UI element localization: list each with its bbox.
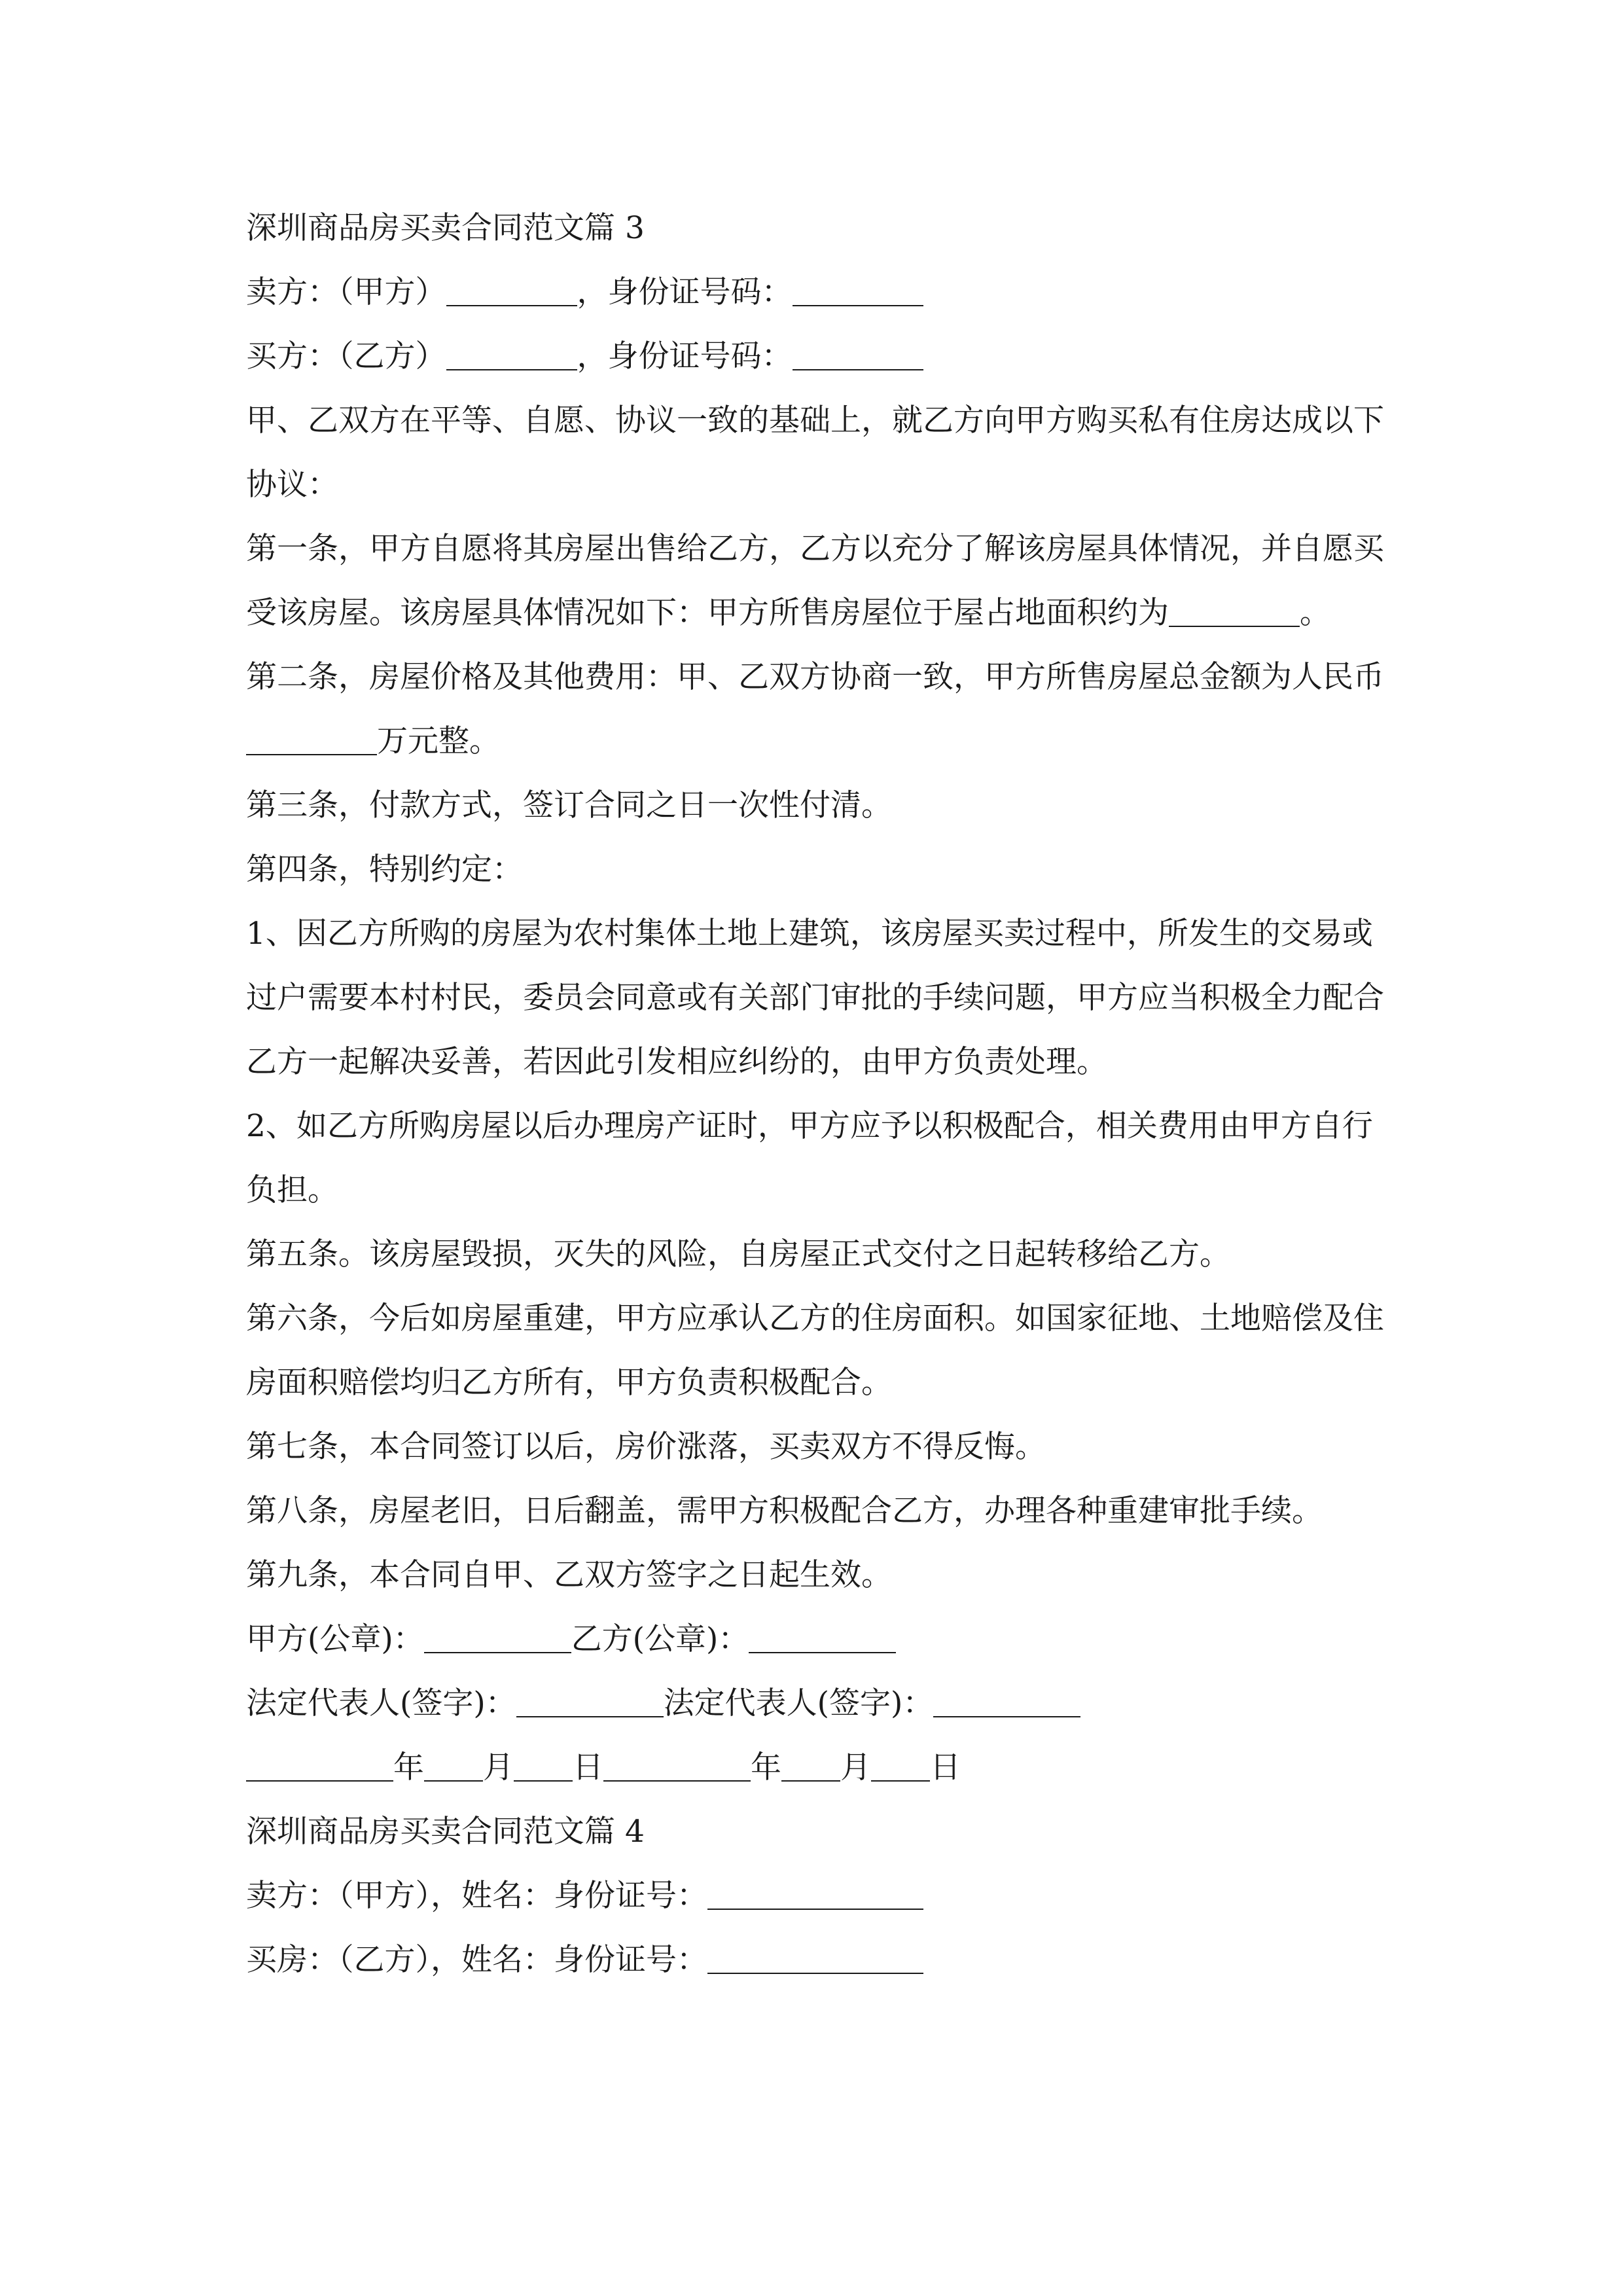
- article-2: 第二条，房屋价格及其他费用：甲、乙双方协商一致，甲方所售房屋总金额为人民币万元整。: [246, 659, 1384, 759]
- clause-2: 2、如乙方所购房屋以后办理房产证时，甲方应予以积极配合，相关费用由甲方自行负担。: [246, 1108, 1373, 1208]
- month-blank-a: [424, 1752, 483, 1781]
- representative-line: 法定代表人(签字)： 法定代表人(签字)：: [246, 1672, 1398, 1736]
- article-3: 第三条，付款方式，签订合同之日一次性付清。: [246, 787, 892, 823]
- buyer-name-blank: [446, 341, 577, 370]
- article-8: 第八条，房屋老旧，日后翻盖，需甲方积极配合乙方，办理各种重建审批手续。: [246, 1493, 1323, 1529]
- article-7: 第七条，本合同签订以后，房价涨落，买卖双方不得反悔。: [246, 1429, 1046, 1465]
- seller-name-blank: [446, 277, 577, 306]
- article-5: 第五条。该房屋毁损，灭失的风险，自房屋正式交付之日起转移给乙方。: [246, 1236, 1230, 1272]
- article-6: 第六条，今后如房屋重建，甲方应承认乙方的住房面积。如国家征地、土地赔偿及住房面积赔偿均归乙方所有，甲方负责积极配合。: [246, 1300, 1384, 1401]
- article-9: 第九条，本合同自甲、乙双方签字之日起生效。: [246, 1557, 892, 1593]
- day-blank-a: [514, 1752, 573, 1781]
- seal-line: 甲方(公章)： 乙方(公章)：: [246, 1607, 1398, 1672]
- seller-line-3: 卖方：（甲方） ，身份证号码：: [246, 260, 1398, 325]
- year-blank-b: [603, 1752, 751, 1781]
- intro-paragraph: 甲、乙双方在平等、自愿、协议一致的基础上，就乙方向甲方购买私有住房达成以下协议：: [246, 403, 1384, 503]
- month-blank-b: [781, 1752, 840, 1781]
- buyer-id-blank: [793, 341, 923, 370]
- document-body: [246, 196, 1398, 1992]
- rep-a-signature-blank: [516, 1688, 664, 1717]
- article-1: 第一条，甲方自愿将其房屋出售给乙方，乙方以充分了解该房屋具体情况，并自愿买受该房屋。该房屋具体情况如下：甲方所售房屋位于屋占地面积约为 。: [246, 531, 1384, 631]
- day-blank-b: [871, 1752, 930, 1781]
- price-blank: [246, 726, 377, 755]
- party-b-seal-blank: [749, 1624, 896, 1653]
- area-blank: [1169, 598, 1300, 626]
- party-a-seal-blank: [424, 1624, 571, 1653]
- section-heading-4: 深圳商品房买卖合同范文篇 4: [246, 1814, 645, 1850]
- seller-line-4: 卖方：（甲方），姓名：身份证号：: [246, 1864, 1398, 1928]
- seller-id-blank: [793, 277, 923, 306]
- rep-b-signature-blank: [933, 1688, 1080, 1717]
- buyer-line-4: 买房：（乙方），姓名：身份证号：: [246, 1928, 1398, 1992]
- seller-id-blank-4: [707, 1880, 923, 1909]
- year-blank-a: [246, 1752, 393, 1781]
- article-4: 第四条，特别约定：: [246, 852, 523, 888]
- clause-1: 1、因乙方所购的房屋为农村集体土地上建筑，该房屋买卖过程中，所发生的交易或过户需要本村村民，委员会同意或有关部门审批的手续问题，甲方应当积极全力配合乙方一起解决妥善，若因此引发相应纠纷的，由甲方负责处理。: [246, 916, 1384, 1080]
- buyer-id-blank-4: [707, 1945, 923, 1973]
- date-line: 年 月 日 年 月 日: [246, 1736, 1398, 1800]
- section-heading-3: 深圳商品房买卖合同范文篇 3: [246, 210, 645, 246]
- buyer-line-3: 买方：（乙方） ，身份证号码：: [246, 325, 1398, 389]
